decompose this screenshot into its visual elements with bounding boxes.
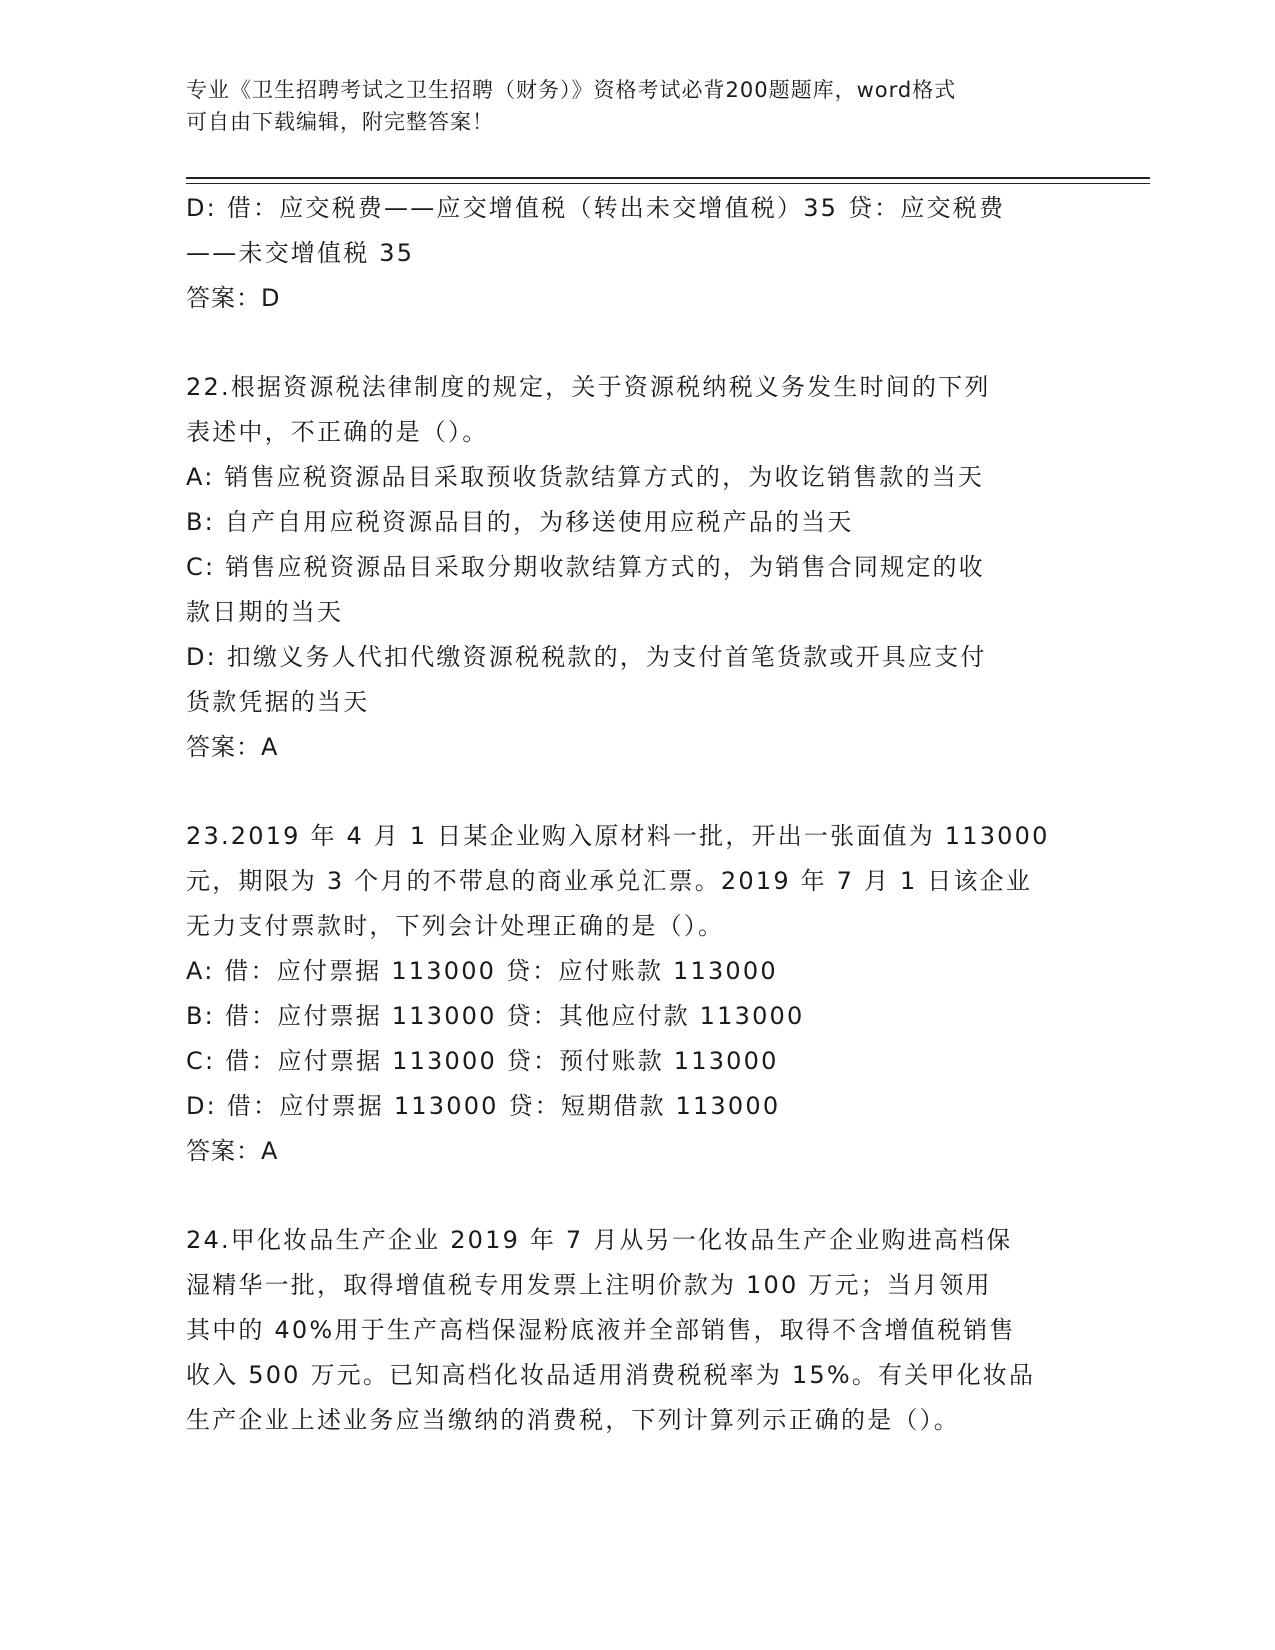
spacer — [186, 770, 1086, 814]
option-c-line-2: 款日期的当天 — [186, 598, 344, 626]
option-a: A: 借：应付票据 113000 贷：应付账款 113000 — [186, 957, 778, 985]
spacer — [186, 321, 1086, 365]
question-stem-line-3: 其中的 40%用于生产高档保湿粉底液并全部销售，取得不含增值税销售 — [186, 1316, 1016, 1344]
document-body — [186, 186, 1086, 1443]
option-d-line-1: D: 借：应交税费——应交增值税（转出未交增值税）35 贷：应交税费 — [186, 194, 1006, 222]
option-d-line-1: D: 扣缴义务人代扣代缴资源税税款的，为支付首笔货款或开具应支付 — [186, 643, 987, 671]
question-stem-line-1: 24.甲化妆品生产企业 2019 年 7 月从另一化妆品生产企业购进高档保 — [186, 1226, 1013, 1254]
question-24 — [186, 1218, 1086, 1443]
option-c: C: 借：应付票据 113000 贷：预付账款 113000 — [186, 1047, 779, 1075]
option-d-line-2: ——未交增值税 35 — [186, 239, 415, 267]
question-stem-line-1: 23.2019 年 4 月 1 日某企业购入原材料一批，开出一张面值为 113000 — [186, 822, 1050, 850]
question-stem-line-3: 无力支付票款时，下列会计处理正确的是（）。 — [186, 912, 725, 940]
question-22 — [186, 365, 1086, 770]
answer: 答案：D — [186, 284, 281, 312]
header-rule-thick — [186, 177, 1150, 179]
question-23 — [186, 814, 1086, 1174]
question-stem-line-2: 元，期限为 3 个月的不带息的商业承兑汇票。2019 年 7 月 1 日该企业 — [186, 867, 1033, 895]
prev-question — [186, 186, 1086, 321]
option-b: B: 借：应付票据 113000 贷：其他应付款 113000 — [186, 1002, 805, 1030]
question-stem-line-1: 22.根据资源税法律制度的规定，关于资源税纳税义务发生时间的下列 — [186, 373, 991, 401]
answer: 答案：A — [186, 733, 279, 761]
answer: 答案：A — [186, 1137, 279, 1165]
question-stem-line-4: 收入 500 万元。已知高档化妆品适用消费税税率为 15%。有关甲化妆品 — [186, 1361, 1036, 1389]
option-b: B: 自产自用应税资源品目的，为移送使用应税产品的当天 — [186, 508, 854, 536]
option-d-line-2: 货款凭据的当天 — [186, 688, 370, 716]
option-d: D: 借：应付票据 113000 贷：短期借款 113000 — [186, 1092, 781, 1120]
header-line-2: 可自由下载编辑，附完整答案！ — [186, 110, 494, 134]
question-stem-line-2: 湿精华一批，取得增值税专用发票上注明价款为 100 万元；当月领用 — [186, 1271, 992, 1299]
header-rule-thin — [186, 183, 1150, 184]
spacer — [186, 1174, 1086, 1218]
option-c-line-1: C: 销售应税资源品目采取分期收款结算方式的，为销售合同规定的收 — [186, 553, 985, 581]
question-stem-line-5: 生产企业上述业务应当缴纳的消费税，下列计算列示正确的是（）。 — [186, 1406, 960, 1434]
document-header — [186, 74, 1066, 138]
header-line-1: 专业《卫生招聘考试之卫生招聘（财务）》资格考试必背200题题库，word格式 — [186, 78, 957, 102]
question-stem-line-2: 表述中，不正确的是（）。 — [186, 418, 489, 446]
option-a: A: 销售应税资源品目采取预收货款结算方式的，为收讫销售款的当天 — [186, 463, 985, 491]
